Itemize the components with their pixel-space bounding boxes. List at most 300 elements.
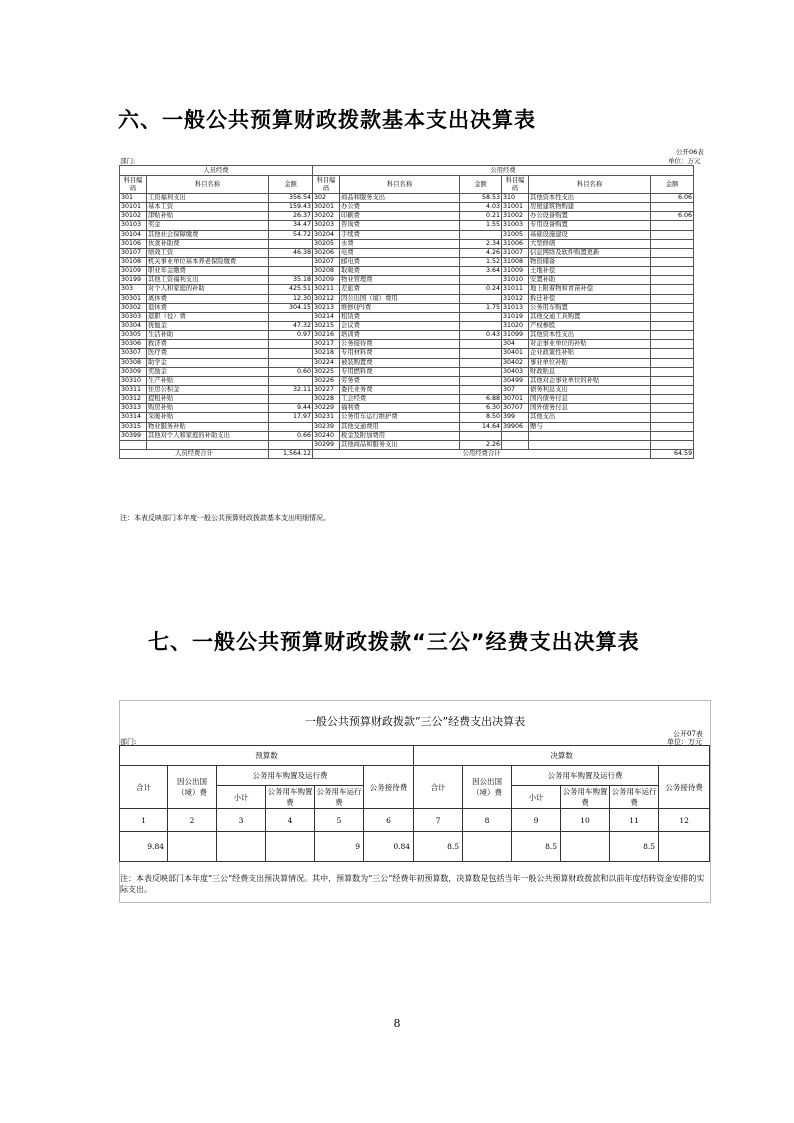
value-cell: 9 [315,832,364,862]
subject-code: 31011 [502,285,529,294]
table-row [120,212,694,221]
subject-code: 31013 [502,303,529,312]
column-number: 9 [512,809,561,832]
table-row [120,431,694,440]
value-cell: 0.84 [364,832,414,862]
subject-code: 31019 [502,312,529,321]
subject-name: 采暖补贴 [147,413,269,422]
subject-name: 物业服务补贴 [147,422,269,431]
subject-code: 30101 [120,203,147,212]
subject-code: 30303 [120,312,147,321]
table-row [120,358,694,367]
final-total-header: 合计 [414,766,463,809]
subject-code: 30305 [120,331,147,340]
subject-name: 退职（役）费 [147,312,269,321]
subject-name: 津贴补贴 [147,212,269,221]
amount-cell [651,440,694,449]
column-number: 3 [217,809,266,832]
subject-code: 30226 [313,376,340,385]
subject-code: 30499 [502,376,529,385]
subject-name: 工资福利支出 [147,194,269,203]
subject-code: 310 [502,194,529,203]
subject-name: 办公费 [340,203,460,212]
amount-cell: 2.26 [460,440,502,449]
subject-name: 差旅费 [340,285,460,294]
amount-cell: 4.03 [460,203,502,212]
table-row [120,312,694,321]
subject-code: 30208 [313,267,340,276]
subject-name: 其他商品和服务支出 [340,440,460,449]
table-row [120,404,694,413]
amount-cell: 159.43 [269,203,313,212]
subject-name: 住房公积金 [147,385,269,394]
col-amount-header: 金额 [460,176,502,194]
final-abroad-header: 因公出国（境）费 [463,766,512,809]
subject-name: 公务用车购置 [529,303,651,312]
subject-name: 地上附着物和青苗补偿 [529,285,651,294]
subject-code: 30106 [120,239,147,248]
col-amount-header: 金额 [651,176,694,194]
column-number: 8 [463,809,512,832]
amount-cell [651,303,694,312]
total-personnel-value: 1,564.12 [269,449,313,458]
budget-car-purchase-header: 公务用车购置费 [267,787,313,807]
amount-cell [651,321,694,330]
subject-code: 31001 [502,203,529,212]
subject-name: 物资储备 [529,257,651,266]
amount-cell [651,239,694,248]
subject-code: 30308 [120,358,147,367]
amount-cell [269,422,313,431]
amount-cell: 9.44 [269,404,313,413]
subject-name: 物业管理费 [340,276,460,285]
amount-cell [651,358,694,367]
group-public-header: 公用经费 [313,166,694,176]
subject-code: 31005 [502,230,529,239]
table-row [120,321,694,330]
amount-cell [651,431,694,440]
table-row [120,221,694,230]
subject-name: 医疗费 [147,349,269,358]
subject-code: 30205 [313,239,340,248]
final-car-running-header: 公务用车运行费 [611,787,657,807]
subject-code: 30229 [313,404,340,413]
subject-name: 其他工资福利支出 [147,276,269,285]
table-row [120,440,694,449]
table-row [120,285,694,294]
subject-code: 30103 [120,221,147,230]
budget-group-header: 预算数 [120,746,414,766]
subject-code: 31010 [502,276,529,285]
amount-cell [460,276,502,285]
amount-cell [460,431,502,440]
amount-cell: 4.26 [460,248,502,257]
subject-code: 30213 [313,303,340,312]
subject-code: 30212 [313,294,340,303]
subject-code: 30313 [120,404,147,413]
value-cell [463,832,512,862]
budget-subtotal-header: 小计 [217,786,266,809]
subject-name: 手续费 [340,230,460,239]
t2-title: 一般公共预算财政拨款“三公”经费支出决算表 [304,715,526,728]
subject-code: 30209 [313,276,340,285]
amount-cell [651,367,694,376]
subject-code: 30224 [313,358,340,367]
subject-name: 办公设备购置 [529,212,651,221]
subject-code: 30240 [313,431,340,440]
subject-name: 基本工资 [147,203,269,212]
table-row [120,331,694,340]
subject-name: 其他对个人和家庭的补助支出 [147,431,269,440]
subject-name: 商品和服务支出 [340,194,460,203]
subject-name: 专用材料费 [340,349,460,358]
subject-code: 30217 [313,340,340,349]
amount-cell [651,422,694,431]
t1-note: 注：本表反映部门本年度一般公共预算财政拨款基本支出明细情况。 [120,514,330,522]
amount-cell [269,440,313,449]
subject-name: 购房补贴 [147,404,269,413]
column-number: 7 [414,809,463,832]
amount-cell [269,376,313,385]
subject-name: 救济费 [147,340,269,349]
subject-code: 31003 [502,221,529,230]
subject-code [502,440,529,449]
amount-cell [269,239,313,248]
budget-total-header: 合计 [120,766,168,809]
column-number: 6 [364,809,414,832]
subject-name: 公务用车运行维护费 [340,413,460,422]
amount-cell [651,257,694,266]
subject-name: 债务利息支出 [529,385,651,394]
group-personnel-header: 人员经费 [120,166,313,176]
amount-cell: 6.06 [651,212,694,221]
subject-name: 企业政策性补贴 [529,349,651,358]
amount-cell: 58.53 [460,194,502,203]
col-code-header: 科目编码 [313,176,340,194]
subject-name: 事业单位补贴 [529,358,651,367]
subject-name: 委托业务费 [340,385,460,394]
amount-cell [651,230,694,239]
subject-code: 30215 [313,321,340,330]
amount-cell: 356.54 [269,194,313,203]
total-public-value: 64.59 [651,449,694,458]
subject-name: 安置补助 [529,276,651,285]
amount-cell: 26.37 [269,212,313,221]
table-row [120,248,694,257]
table-row [120,194,694,203]
subject-name: 专用设备购置 [529,221,651,230]
subject-name: 提租补贴 [147,395,269,404]
subject-code: 30227 [313,385,340,394]
final-car-group-header: 公务用车购置及运行费 [512,766,659,786]
subject-code: 30403 [502,367,529,376]
amount-cell: 12.30 [269,294,313,303]
subject-name: 国内债务付息 [529,395,651,404]
subject-code: 30314 [120,413,147,422]
amount-cell [651,248,694,257]
t2-note: 注：本表反映部门本年度“三公”经费支出预决算情况。其中，预算数为“三公”经费年初预算数，决算数是包括当年一般公共预算财政拨款和以前年度结转资金安排的实际支出。 [120,874,705,894]
subject-code: 31009 [502,267,529,276]
column-number: 1 [120,809,168,832]
amount-cell [651,267,694,276]
three-public-table [119,745,710,862]
subject-code: 30202 [313,212,340,221]
subject-name: 公务接待费 [340,340,460,349]
table-row [120,276,694,285]
table-row [120,294,694,303]
amount-cell [651,376,694,385]
column-number: 2 [168,809,217,832]
amount-cell: 1.52 [460,257,502,266]
amount-cell: 35.18 [269,276,313,285]
subject-code: 30707 [502,404,529,413]
table-row [120,413,694,422]
subject-code: 30309 [120,367,147,376]
subject-name: 邮电费 [340,257,460,266]
subject-code: 30104 [120,230,147,239]
value-cell [168,832,217,862]
amount-cell: 8.50 [460,413,502,422]
amount-cell: 0.43 [460,331,502,340]
table-row [120,203,694,212]
amount-cell: 0.21 [460,212,502,221]
subject-name: 基础设施建设 [529,230,651,239]
column-number: 11 [610,809,659,832]
amount-cell [460,367,502,376]
amount-cell [651,413,694,422]
amount-cell [651,385,694,394]
subject-code: 30306 [120,340,147,349]
column-number: 10 [561,809,610,832]
subject-name: 专用燃料费 [340,367,460,376]
amount-cell: 47.32 [269,321,313,330]
subject-name: 助学金 [147,358,269,367]
subject-code: 30299 [313,440,340,449]
subject-name: 大型修缮 [529,239,651,248]
value-cell [659,832,710,862]
subject-code: 302 [313,194,340,203]
subject-code [502,431,529,440]
subject-code: 30231 [313,413,340,422]
amount-cell: 6.30 [460,404,502,413]
subject-name: 生活补助 [147,331,269,340]
amount-cell [651,276,694,285]
subject-name: 房屋建筑物购建 [529,203,651,212]
subject-code: 30402 [502,358,529,367]
amount-cell [269,358,313,367]
subject-name: 对个人和家庭的补助 [147,285,269,294]
subject-name: 拆迁补偿 [529,294,651,303]
amount-cell: 17.97 [269,413,313,422]
amount-cell: 46.38 [269,248,313,257]
subject-name: 取暖费 [340,267,460,276]
value-cell: 8.5 [512,832,561,862]
amount-cell [651,294,694,303]
subject-code: 304 [502,340,529,349]
subject-name: 离休费 [147,294,269,303]
subject-name: 其他对企事业单位的补贴 [529,376,651,385]
t2-dept-label: 部门: [120,738,137,746]
value-cell: 8.5 [414,832,463,862]
section6-title: 六、一般公共预算财政拨款基本支出决算表 [118,108,536,132]
subject-name: 其他交通费用 [340,422,460,431]
budget-car-group-header: 公务用车购置及运行费 [217,766,364,786]
table-row [120,267,694,276]
value-cell: 9.84 [120,832,168,862]
subject-name: 职业年金缴费 [147,267,269,276]
amount-cell: 3.64 [460,267,502,276]
t1-dept-label: 部门: [120,157,136,165]
subject-code: 31012 [502,294,529,303]
subject-name: 会议费 [340,321,460,330]
amount-cell [651,203,694,212]
amount-cell [460,321,502,330]
subject-name: 劳务费 [340,376,460,385]
amount-cell [460,376,502,385]
amount-cell: 425.51 [269,285,313,294]
subject-name: 土地补偿 [529,267,651,276]
subject-name: 维修(护)费 [340,303,460,312]
subject-name: 国外债务付息 [529,404,651,413]
t2-unit-label: 单位：万元 [667,738,702,746]
col-name-header: 科目名称 [529,176,651,194]
table-row [120,230,694,239]
value-cell: 8.5 [610,832,659,862]
amount-cell [269,349,313,358]
subject-name: 其他支出 [529,413,651,422]
amount-cell [269,395,313,404]
amount-cell: 1.55 [460,221,502,230]
amount-cell: 14.64 [460,422,502,431]
amount-cell [651,312,694,321]
amount-cell [651,221,694,230]
subject-code: 30199 [120,276,147,285]
subject-name: 信息网络及软件购置更新 [529,248,651,257]
subject-name: 税金及附加费用 [340,431,460,440]
subject-code: 30312 [120,395,147,404]
amount-cell [460,385,502,394]
subject-name: 福利费 [340,404,460,413]
amount-cell [651,395,694,404]
amount-cell: 0.97 [269,331,313,340]
basic-expenditure-table [119,165,694,459]
amount-cell: 1.75 [460,303,502,312]
subject-code: 30108 [120,257,147,266]
amount-cell: 32.11 [269,385,313,394]
col-code-header: 科目编码 [120,176,147,194]
subject-code: 399 [502,413,529,422]
subject-code: 31020 [502,321,529,330]
subject-name: 被装购置费 [340,358,460,367]
amount-cell [651,404,694,413]
subject-code: 30214 [313,312,340,321]
col-name-header: 科目名称 [147,176,269,194]
budget-abroad-header: 因公出国（境）费 [168,766,217,809]
subject-code: 30107 [120,248,147,257]
subject-name: 培训费 [340,331,460,340]
amount-cell: 0.24 [460,285,502,294]
subject-code: 301 [120,194,147,203]
table-row [120,239,694,248]
subject-name: 伙食补助费 [147,239,269,248]
subject-code: 30216 [313,331,340,340]
subject-code: 30315 [120,422,147,431]
subject-code: 39906 [502,422,529,431]
subject-code: 30307 [120,349,147,358]
amount-cell [460,340,502,349]
subject-code: 31002 [502,212,529,221]
amount-cell [269,312,313,321]
subject-name: 机关事业单位基本养老保险缴费 [147,257,269,266]
subject-name: 水费 [340,239,460,248]
col-code-header: 科目编码 [502,176,529,194]
subject-name: 咨询费 [340,221,460,230]
subject-name: 其他交通工具购置 [529,312,651,321]
subject-name [147,440,269,449]
amount-cell: 304.15 [269,303,313,312]
table-row [120,367,694,376]
t1-form-no: 公开06表 [676,148,704,156]
page-number: 8 [393,1017,401,1030]
table-row [120,340,694,349]
subject-name: 绩效工资 [147,248,269,257]
subject-name: 电费 [340,248,460,257]
subject-code: 30204 [313,230,340,239]
table-row [120,303,694,312]
amount-cell: 0.60 [269,367,313,376]
subject-code: 30225 [313,367,340,376]
final-subtotal-header: 小计 [512,786,561,809]
subject-code: 30701 [502,395,529,404]
value-cell [266,832,315,862]
subject-name: 其他社会保障缴费 [147,230,269,239]
amount-cell: 6.88 [460,395,502,404]
subject-name [529,431,651,440]
subject-code: 30207 [313,257,340,266]
col-name-header: 科目名称 [340,176,460,194]
subject-name: 奖励金 [147,367,269,376]
amount-cell [651,285,694,294]
subject-name: 对企事业单位的补贴 [529,340,651,349]
subject-name: 其他资本性支出 [529,331,651,340]
subject-code: 30228 [313,395,340,404]
subject-code: 30239 [313,422,340,431]
subject-code: 30304 [120,321,147,330]
amount-cell: 6.06 [651,194,694,203]
subject-name: 其他资本性支出 [529,194,651,203]
subject-code: 303 [120,285,147,294]
amount-cell [651,340,694,349]
amount-cell [269,340,313,349]
table-row [120,257,694,266]
subject-code: 30206 [313,248,340,257]
subject-code: 30311 [120,385,147,394]
amount-cell [460,230,502,239]
amount-cell [269,267,313,276]
amount-cell [651,349,694,358]
amount-cell [460,349,502,358]
subject-code: 30301 [120,294,147,303]
subject-code: 31006 [502,239,529,248]
final-reception-header: 公务接待费 [659,766,710,809]
subject-code: 30109 [120,267,147,276]
amount-cell: 0.66 [269,431,313,440]
subject-code: 30102 [120,212,147,221]
subject-code: 30401 [502,349,529,358]
budget-car-running-header: 公务用车运行费 [316,787,362,807]
subject-code: 30310 [120,376,147,385]
amount-cell: 34.47 [269,221,313,230]
